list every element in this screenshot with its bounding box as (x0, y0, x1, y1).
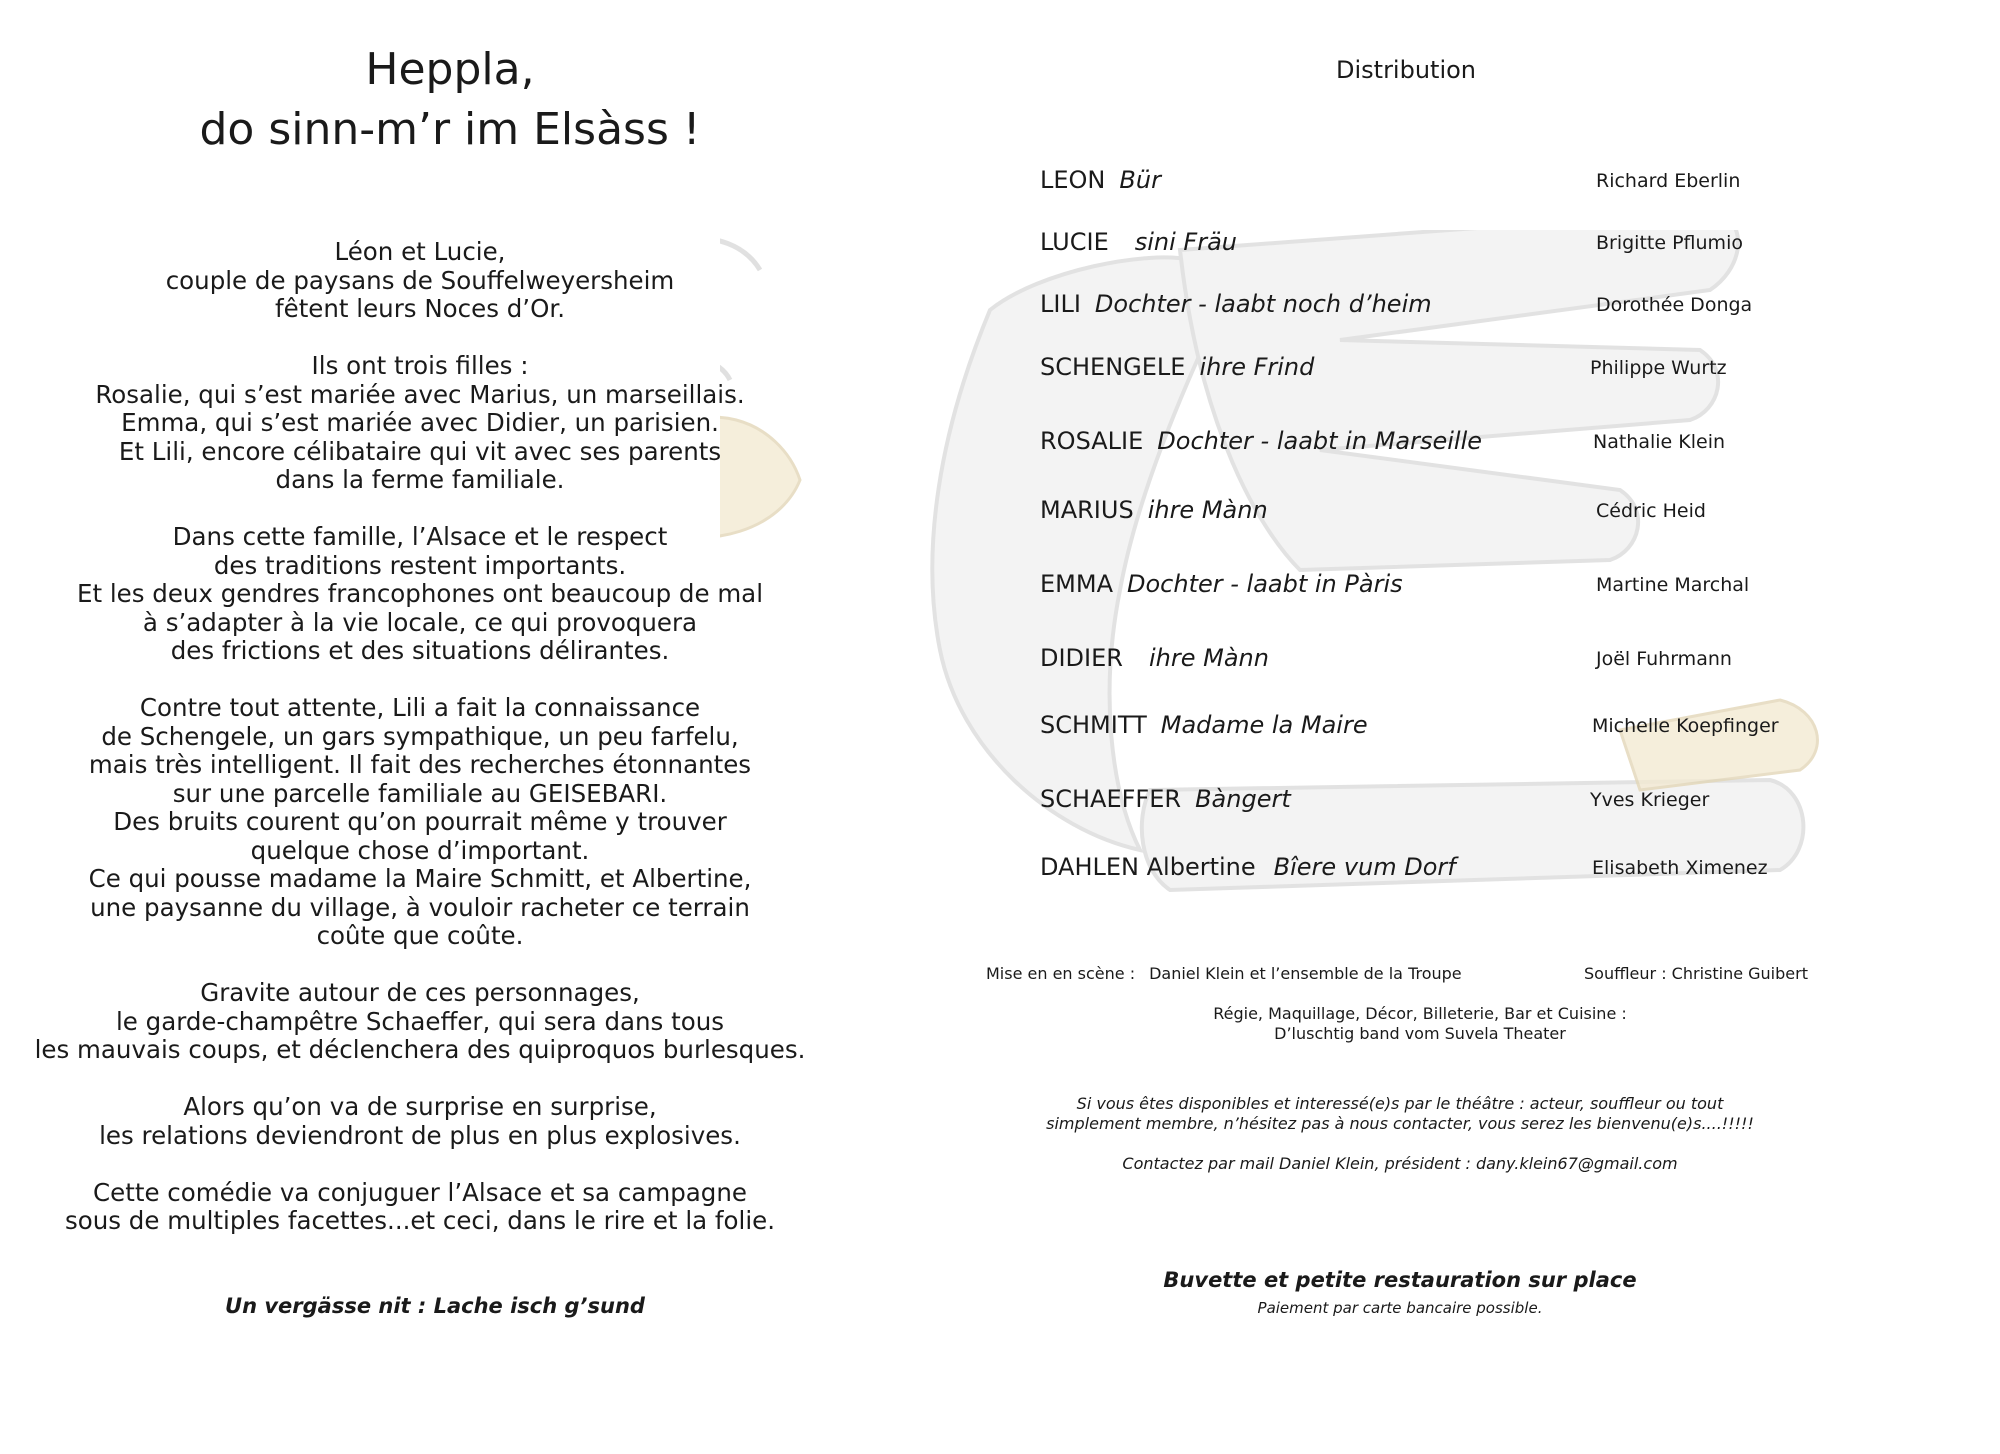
story-line: Et Lili, encore célibataire qui vit avec ses parents (118, 436, 722, 466)
crew-line-1: Régie, Maquillage, Décor, Billeterie, Bar et Cuisine : (1213, 1004, 1627, 1023)
cast-character (1040, 496, 1268, 524)
cast-actor: Philippe Wurtz (1590, 357, 1727, 379)
cast-row (1040, 853, 1940, 893)
story-line: les mauvais coups, et déclenchera des quiproquos burlesques. (34, 1035, 806, 1064)
cast-character (1040, 644, 1269, 672)
story-line: mais très intelligent. Il fait des recherches étonnantes (88, 750, 752, 779)
crew-line-2: D’luschtig band vom Suvela Theater (1274, 1024, 1566, 1043)
story-line: à s’adapter à la vie locale, ce qui provoquera (142, 607, 698, 637)
buvette-heading: Buvette et petite restauration sur place (1163, 1268, 1637, 1292)
cast-character (1040, 166, 1161, 194)
story-line: Rosalie, qui s’est mariée avec Marius, un marseillais. (95, 379, 745, 409)
cast-actor: Joël Fuhrmann (1596, 648, 1732, 670)
story-line: Léon et Lucie, (334, 237, 506, 266)
story-line: coûte que coûte. (316, 921, 524, 950)
story-line: de Schengele, un gars sympathique, un peu farfelu, (101, 721, 739, 751)
cast-name: SCHAEFFER (1040, 785, 1182, 813)
cast-actor: Yves Krieger (1590, 789, 1710, 811)
title-line-2: do sinn-m’r im Elsàss ! (199, 104, 701, 155)
cast-role: Dochter - laabt in Pàris (1127, 570, 1403, 598)
cast-actor: Michelle Koepfinger (1592, 715, 1779, 737)
cast-actor: Dorothée Donga (1596, 294, 1753, 316)
cast-character (1040, 228, 1237, 256)
cast-actor: Nathalie Klein (1593, 431, 1726, 453)
cast-row (1040, 496, 1940, 536)
invitation-line-1: Si vous êtes disponibles et interessé(e)s par le théâtre : acteur, souffleur ou tout (1076, 1094, 1724, 1113)
story-line: Alors qu’on va de surprise en surprise, (183, 1092, 657, 1121)
invitation-line-2: simplement membre, n’hésitez pas à nous contacter, vous serez les bienvenu(e)s....!!!!! (1046, 1114, 1754, 1133)
story-line: Contre tout attente, Lili a fait la connaissance (139, 693, 701, 722)
cast-name: DIDIER (1040, 644, 1123, 672)
cast-name: SCHENGELE (1040, 353, 1186, 381)
cast-name: EMMA (1040, 570, 1113, 598)
cast-row (1040, 427, 1940, 467)
story-line: Et les deux gendres francophones ont beaucoup de mal (76, 579, 764, 608)
cast-row (1040, 711, 1940, 751)
story-line: couple de paysans de Souffelweyersheim (165, 265, 675, 295)
cast-name: ROSALIE (1040, 427, 1144, 455)
cast-actor: Richard Eberlin (1596, 170, 1741, 192)
motto: Un vergässe nit : Lache isch g’sund (225, 1293, 645, 1318)
cast-character (1040, 353, 1314, 381)
story-paragraph (30, 1179, 810, 1236)
story-line: des traditions restent importants. (213, 550, 627, 580)
story-line: Gravite autour de ces personnages, (200, 978, 640, 1007)
story-line: des frictions et des situations délirantes. (170, 636, 670, 665)
cast-name: LUCIE (1040, 228, 1109, 256)
invitation-text (990, 1094, 1810, 1134)
story-line: Dans cette famille, l’Alsace et le respect (172, 522, 668, 551)
title-line-1: Heppla, (365, 44, 535, 95)
cast-role: ihre Mànn (1147, 496, 1268, 524)
story-line: sur une parcelle familiale au GEISEBARI. (172, 778, 668, 808)
cast-actor: Elisabeth Ximenez (1592, 857, 1768, 879)
story-line: une paysanne du village, à vouloir racheter ce terrain (90, 892, 750, 922)
cast-name: LILI (1040, 290, 1081, 318)
cast-row (1040, 228, 1940, 268)
souffleur-credit: Souffleur : Christine Guibert (1584, 964, 1808, 983)
distribution-heading: Distribution (1336, 56, 1477, 84)
cast-row (1040, 166, 1940, 206)
cast-role: ihre Frind (1199, 353, 1315, 381)
story-line: Ce qui pousse madame la Maire Schmitt, et Albertine, (88, 864, 752, 893)
cast-role: Dochter - laabt in Marseille (1157, 427, 1482, 455)
cast-character (1040, 570, 1403, 598)
story-line: Cette comédie va conjuguer l’Alsace et sa campagne (93, 1177, 747, 1207)
story-line: Des bruits courent qu’on pourrait même y trouver (113, 807, 727, 836)
contact-line: Contactez par mail Daniel Klein, président : dany.klein67@gmail.com (1122, 1154, 1678, 1173)
cast-role: Madame la Maire (1160, 711, 1368, 739)
cast-character (1040, 427, 1482, 455)
story-line: sous de multiples facettes...et ceci, dans le rire et la folie. (64, 1206, 776, 1235)
cast-role: ihre Mànn (1148, 644, 1269, 672)
mise-en-scene-credit (986, 964, 1462, 983)
cast-role: Bür (1119, 166, 1161, 194)
cast-row (1040, 785, 1940, 825)
cast-row (1040, 353, 1940, 393)
cast-character (1040, 853, 1456, 881)
cast-character (1040, 711, 1368, 739)
cast-character (1040, 785, 1291, 813)
story-line: quelque chose d’important. (250, 835, 590, 865)
cast-name: DAHLEN Albertine (1040, 853, 1256, 881)
cast-role: Bàngert (1195, 785, 1291, 813)
cast-role: Dochter - laabt noch d’heim (1094, 290, 1432, 318)
cast-row (1040, 644, 1940, 684)
story-line: fêtent leurs Noces d’Or. (275, 294, 565, 323)
story-line: le garde-champêtre Schaeffer, qui sera dans tous (115, 1006, 724, 1036)
mise-en-scene-value: Daniel Klein et l’ensemble de la Troupe (1149, 964, 1462, 983)
story-paragraph (30, 1093, 810, 1150)
cast-actor: Martine Marchal (1596, 574, 1750, 596)
cast-name: SCHMITT (1040, 711, 1147, 739)
story-line: les relations deviendront de plus en plus explosives. (99, 1120, 741, 1150)
story-line: Ils ont trois filles : (311, 351, 529, 380)
cast-name: LEON (1040, 166, 1106, 194)
cast-actor: Brigitte Pflumio (1596, 232, 1743, 254)
story-line: Emma, qui s’est mariée avec Didier, un parisien. (121, 408, 719, 437)
crew-credit (1040, 1004, 1800, 1044)
mise-en-scene-label: Mise en en scène : (986, 964, 1136, 983)
cast-row (1040, 570, 1940, 610)
cast-role: sini Fräu (1134, 228, 1238, 256)
cast-row (1040, 290, 1940, 330)
cast-role: Bîere vum Dorf (1273, 853, 1456, 881)
story-line: dans la ferme familiale. (275, 465, 565, 494)
cast-actor: Cédric Heid (1596, 500, 1706, 522)
payment-note: Paiement par carte bancaire possible. (1257, 1299, 1543, 1317)
cast-name: MARIUS (1040, 496, 1134, 524)
story-paragraph (30, 979, 810, 1065)
cast-character (1040, 290, 1432, 318)
